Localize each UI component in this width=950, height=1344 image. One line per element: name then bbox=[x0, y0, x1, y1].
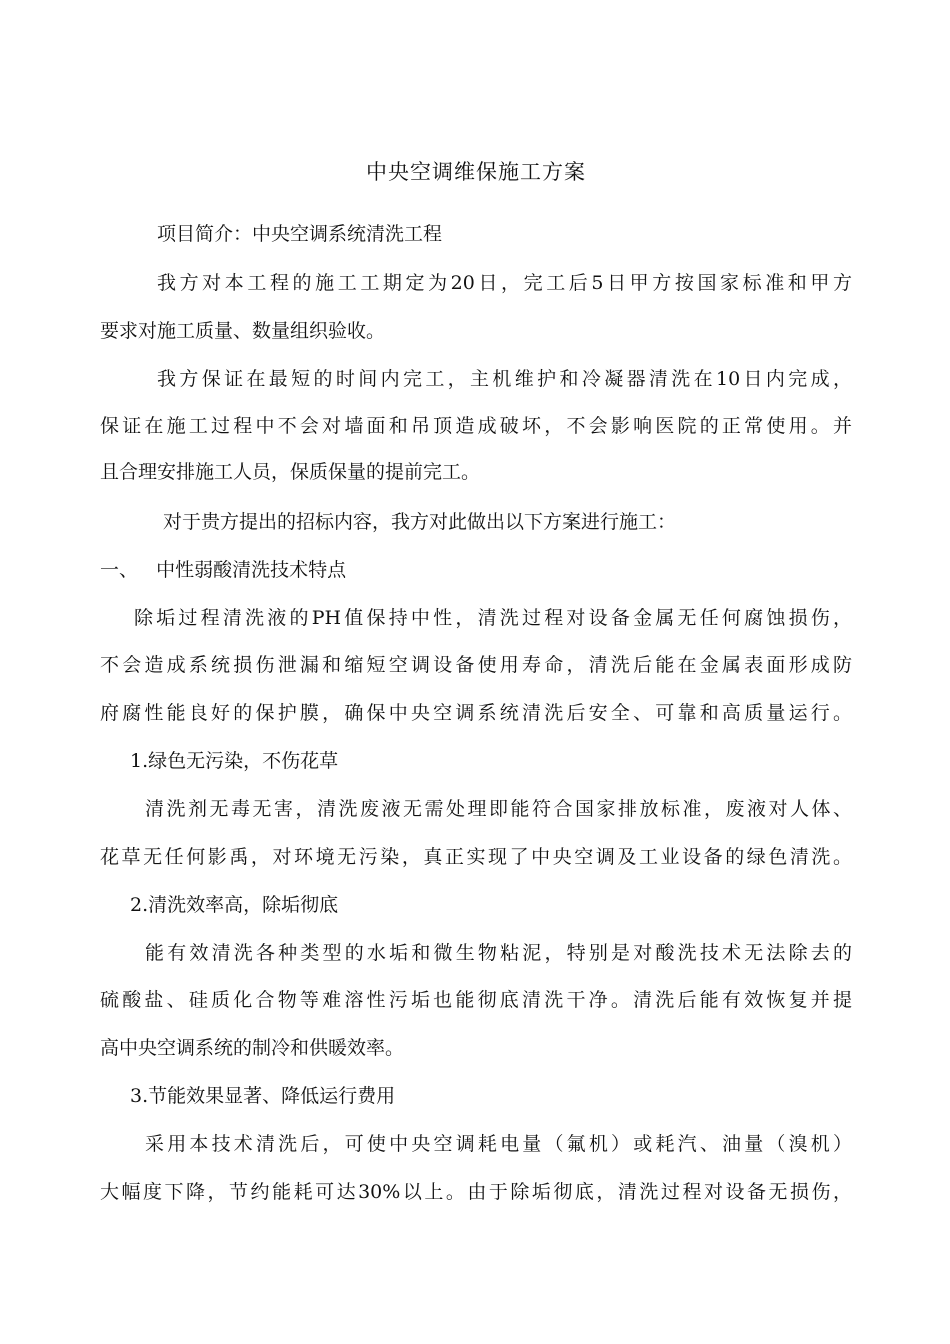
paragraph-line: 不会造成系统损伤泄漏和缩短空调设备使用寿命，清洗后能在金属表面形成防 bbox=[100, 654, 852, 676]
paragraph-line: 我方对本工程的施工工期定为20日，完工后5日甲方按国家标准和甲方 bbox=[157, 272, 852, 294]
paragraph-line: 硫酸盐、硅质化合物等难溶性污垢也能彻底清洗干净。清洗后能有效恢复并提 bbox=[100, 989, 852, 1011]
paragraph-line: 要求对施工质量、数量组织验收。 bbox=[100, 320, 386, 342]
paragraph-line: 保证在施工过程中不会对墙面和吊顶造成破坏，不会影响医院的正常使用。并 bbox=[100, 415, 852, 437]
paragraph-line: 对于贵方提出的招标内容，我方对此做出以下方案进行施工： bbox=[163, 511, 677, 533]
paragraph-line: 采用本技术清洗后，可使中央空调耗电量（氟机）或耗汽、油量（溴机） bbox=[145, 1133, 852, 1155]
subheading-2: 2.清洗效率高，除垢彻底 bbox=[130, 894, 339, 916]
paragraph-line: 除垢过程清洗液的PH值保持中性，清洗过程对设备金属无任何腐蚀损伤， bbox=[134, 607, 852, 629]
subheading-3: 3.节能效果显著、降低运行费用 bbox=[130, 1085, 396, 1107]
section-heading-1: 一、 中性弱酸清洗技术特点 bbox=[100, 559, 347, 581]
paragraph-line: 大幅度下降，节约能耗可达30%以上。由于除垢彻底，清洗过程对设备无损伤， bbox=[100, 1181, 852, 1203]
paragraph-line: 且合理安排施工人员，保质保量的提前完工。 bbox=[100, 461, 481, 483]
project-intro: 项目简介：中央空调系统清洗工程 bbox=[157, 223, 443, 245]
paragraph-line: 花草无任何影禹，对环境无污染，真正实现了中央空调及工业设备的绿色清洗。 bbox=[100, 846, 852, 868]
paragraph-line: 能有效清洗各种类型的水垢和微生物粘泥，特别是对酸洗技术无法除去的 bbox=[145, 942, 852, 964]
paragraph-line: 清洗剂无毒无害，清洗废液无需处理即能符合国家排放标准，废液对人体、 bbox=[145, 798, 852, 820]
paragraph-line: 高中央空调系统的制冷和供暖效率。 bbox=[100, 1037, 405, 1059]
paragraph-line: 府腐性能良好的保护膜，确保中央空调系统清洗后安全、可靠和高质量运行。 bbox=[100, 702, 852, 724]
subheading-1: 1.绿色无污染，不伤花草 bbox=[130, 750, 339, 772]
document-title: 中央空调维保施工方案 bbox=[366, 160, 586, 184]
paragraph-line: 我方保证在最短的时间内完工，主机维护和冷凝器清洗在10日内完成， bbox=[157, 368, 852, 390]
